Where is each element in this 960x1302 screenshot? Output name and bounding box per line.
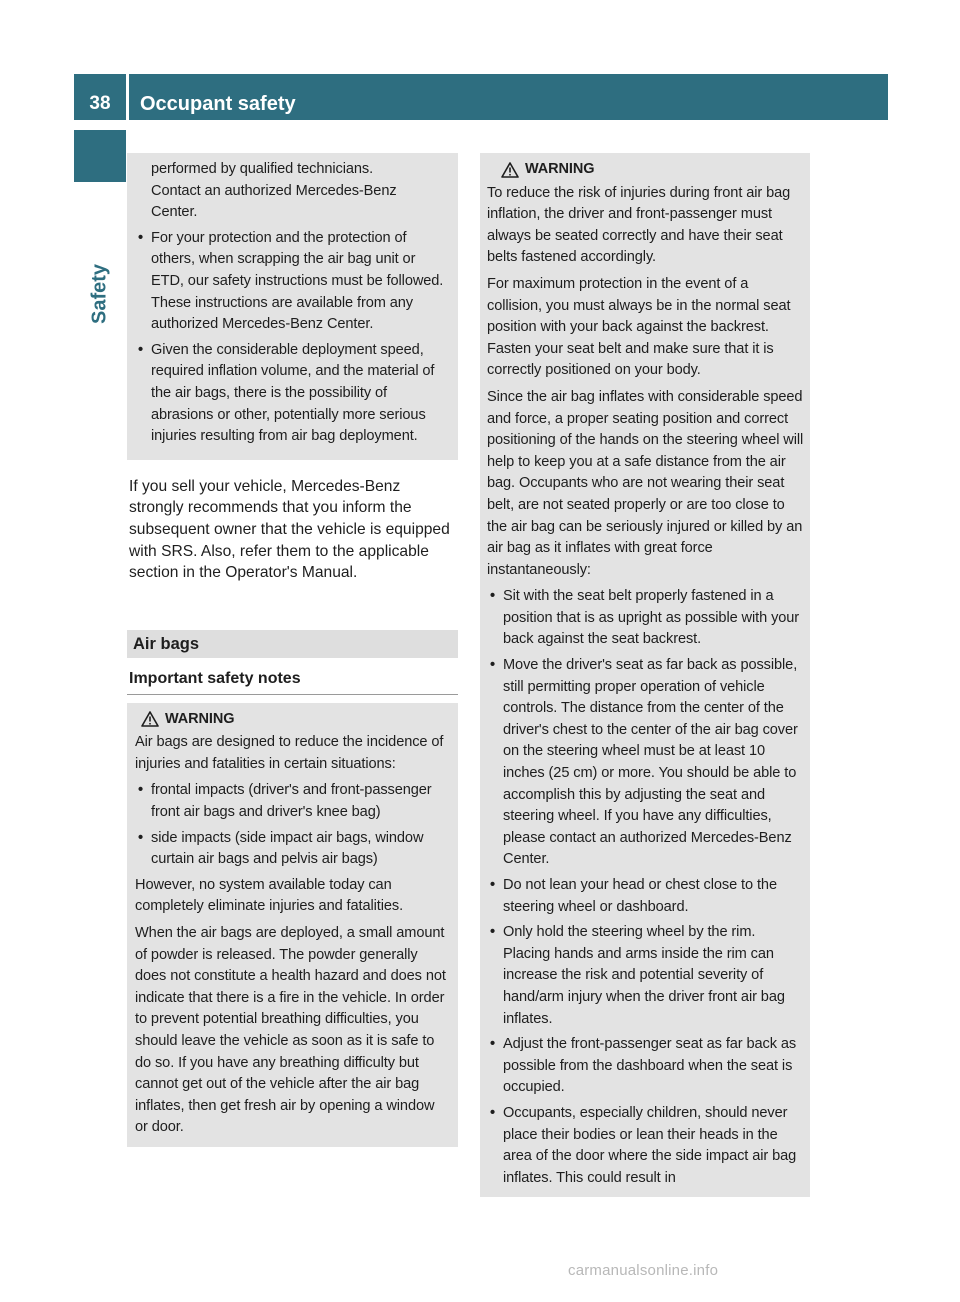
subheading-important-safety-notes: Important safety notes	[127, 668, 458, 695]
list-item: • frontal impacts (driver's and front-passenger front air bags and driver's knee bag)	[135, 780, 450, 823]
warning-paragraph: For maximum protection in the event of a collision, you must always be in the normal seat position with your back against the backrest. Fasten your seat belt and make sure that it is correctly positioned on your body.	[487, 275, 791, 379]
section-heading-air-bags: Air bags	[127, 630, 458, 658]
section-title: Occupant safety	[140, 93, 296, 115]
list-item: • side impacts (side impact air bags, window curtain air bags and pelvis air bags)	[135, 828, 450, 871]
warning-bullet-list	[487, 586, 804, 1189]
list-item: • Move the driver's seat as far back as possible, still permitting proper operation of vehicle controls. The distance from the center of the driver's chest to the center of the air bag cover on the steering wheel must be at least 10 inches (25 cm) or more. You should be able to accomplish this by adjusting the seat and steering wheel. If you have any difficulties, please contact an authorized Mercedes-Benz Center.	[487, 655, 804, 871]
header-divider	[126, 74, 129, 120]
continued-notes-box	[127, 153, 458, 460]
left-column	[127, 153, 458, 1147]
warning-title: WARNING	[525, 161, 595, 177]
notes-bullet-list	[135, 228, 450, 448]
warning-intro: Air bags are designed to reduce the incidence of injuries and fatalities in certain situations:	[135, 734, 444, 772]
warning-bullet-list	[135, 780, 450, 870]
resale-paragraph: If you sell your vehicle, Mercedes-Benz strongly recommends that you inform the subsequent owner that the vehicle is equipped with SRS. Also, refer them to the applicable section in the Operator's Manual.	[129, 477, 450, 582]
warning-header	[487, 159, 804, 181]
list-item: • Do not lean your head or chest close to the steering wheel or dashboard.	[487, 875, 804, 918]
side-tab-marker	[74, 130, 126, 182]
continuation-line: Center.	[151, 204, 198, 221]
continuation-line: performed by qualified technicians.	[151, 161, 374, 177]
warning-box	[127, 703, 458, 1147]
warning-paragraph: However, no system available today can completely eliminate injuries and fatalities.	[135, 876, 404, 915]
page-number: 38	[89, 93, 111, 114]
warning-triangle-icon	[141, 711, 159, 727]
list-item: • Sit with the seat belt properly fastened in a position that is as upright as possible with your back against the seat backrest.	[487, 586, 804, 651]
watermark: carmanualsonline.info	[568, 1262, 719, 1279]
right-column	[480, 153, 810, 1197]
list-item: • Given the considerable deployment speed, required inflation volume, and the material of the air bags, there is the possibility of abrasions or other, potentially more serious injuries resulting from air bag deployment.	[135, 340, 450, 448]
warning-title: WARNING	[165, 710, 235, 727]
continuation-line: Contact an authorized Mercedes-Benz	[151, 182, 397, 199]
warning-box	[480, 153, 810, 1197]
list-item: • Only hold the steering wheel by the rim. Placing hands and arms inside the rim can increase the risk and potential severity of hand/arm injury when the driver front air bag inflates.	[487, 922, 804, 1030]
list-item: • For your protection and the protection of others, when scrapping the air bag unit or ETD, our safety instructions must be followed. These instructions are available from any authorized Mercedes-Benz Center.	[135, 228, 450, 336]
side-tab-label: Safety	[88, 263, 111, 325]
list-item: • Occupants, especially children, should never place their bodies or lean their heads in the area of the door where the side impact air bag inflates. This could result in	[487, 1103, 804, 1189]
warning-paragraph: To reduce the risk of injuries during front air bag inflation, the driver and front-passenger must always be seated correctly and have their seat belts fastened accordingly.	[487, 184, 791, 266]
warning-paragraph: When the air bags are deployed, a small amount of powder is released. The powder generally does not constitute a health hazard and does not indicate that there is a fire in the vehicle. In order to prevent potential breathing difficulties, you should leave the vehicle as soon as it is safe to do so. If you have any breathing difficulty but cannot get out of the vehicle after the air bag inflates, then get fresh air by opening a window or door.	[135, 925, 446, 1136]
warning-paragraph: Since the air bag inflates with considerable speed and force, a proper seating position and correct positioning of the hands on the steering wheel will help to keep you at a safe distance from the air bag. Occupants who are not wearing their seat belt, are not seated properly or are too close to the air bag can be seriously injured or killed by an air bag as it inflates with great force instantaneously:	[487, 388, 804, 578]
list-item: • Adjust the front-passenger seat as far back as possible from the dashboard when the seat is occupied.	[487, 1034, 804, 1099]
warning-header	[135, 709, 450, 731]
warning-triangle-icon	[501, 162, 519, 178]
